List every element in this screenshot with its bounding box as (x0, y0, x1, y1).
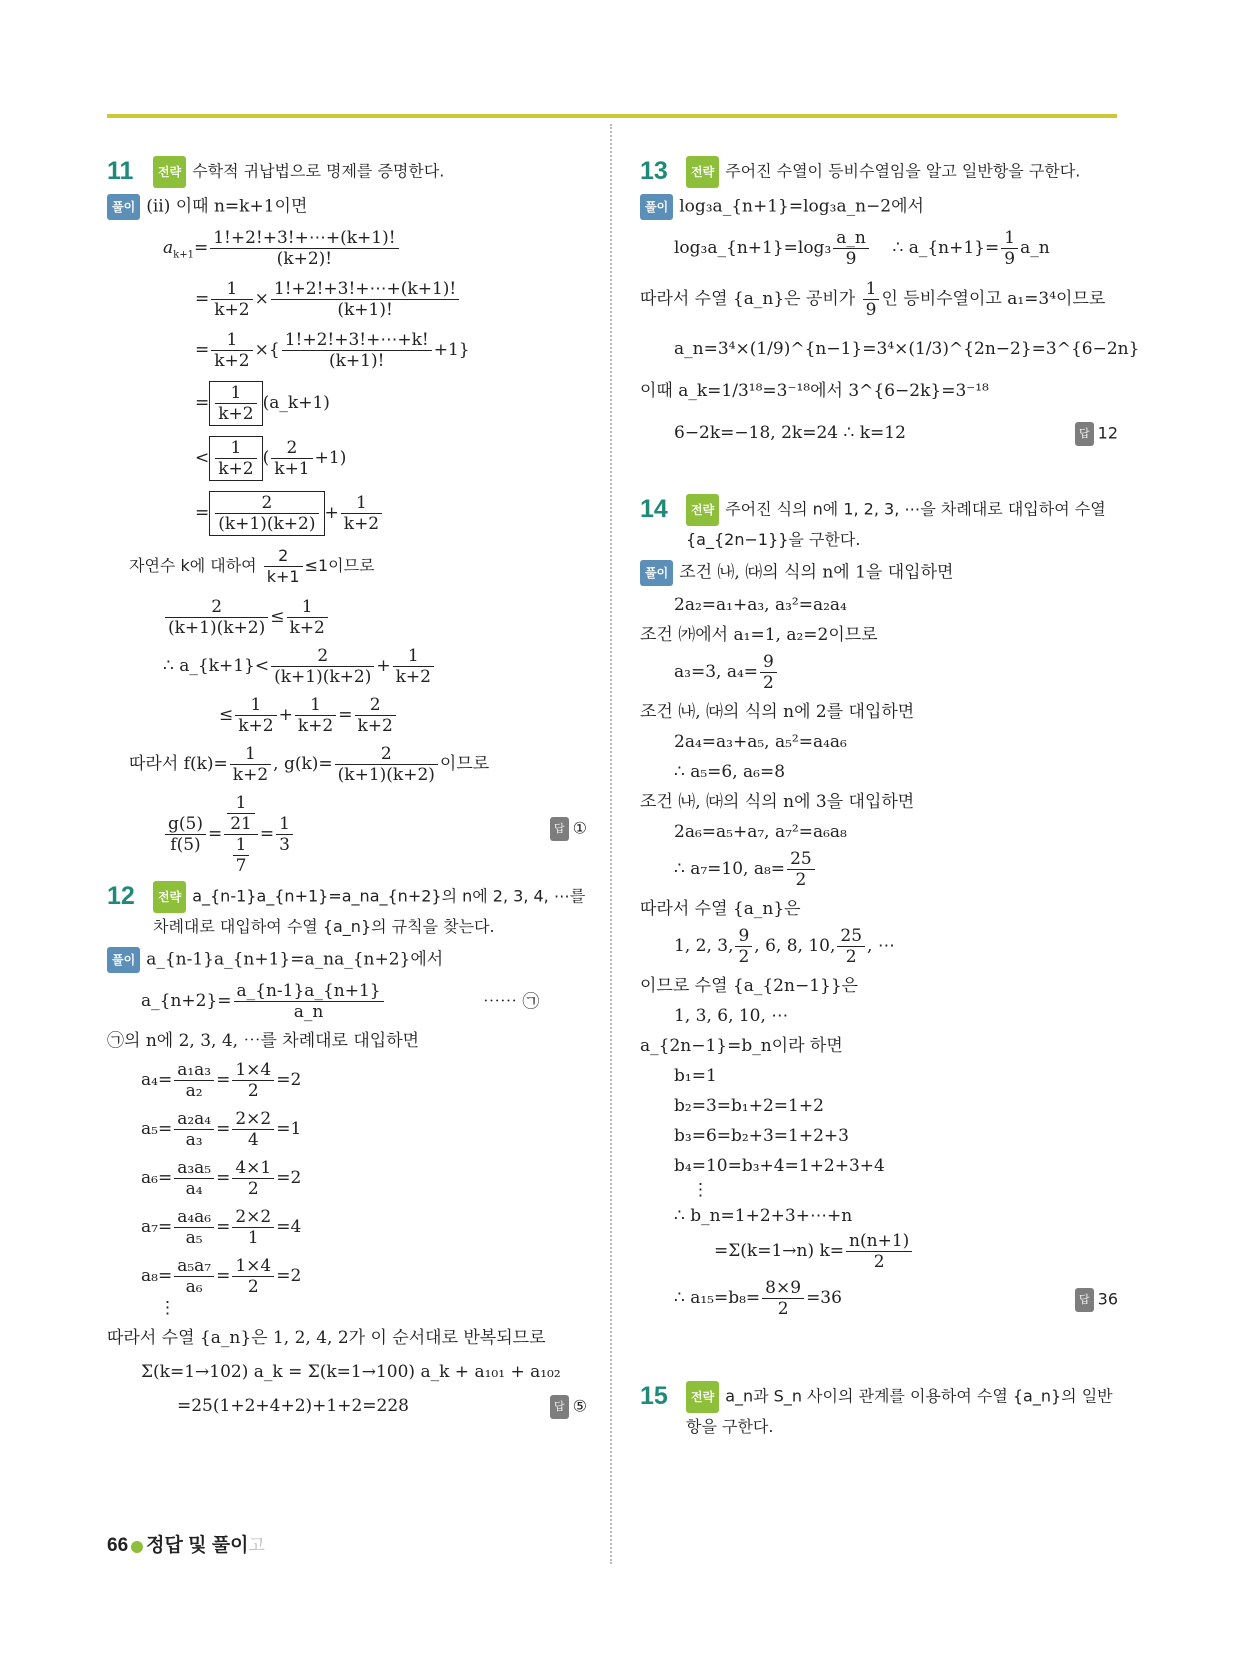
problem-number: 15 (640, 1382, 668, 1410)
problem-number: 13 (640, 157, 668, 185)
solution-tag: 풀이 (640, 194, 673, 220)
equation-line (640, 228, 1118, 269)
denominator: 9 (1004, 249, 1016, 269)
numerator: 4×1 (232, 1158, 274, 1179)
term: a_{n+2}= (141, 991, 232, 1011)
answer (550, 1395, 587, 1419)
term: 이므로 (439, 754, 490, 774)
numerator: 1×4 (232, 1060, 274, 1081)
text-line: 조건 ㈏, ㈐의 식의 n에 3을 대입하면 (640, 792, 915, 812)
text: 자연수 k에 대하여 (129, 556, 257, 575)
term: ∴ a₁₅=b₈= (674, 1288, 761, 1308)
numerator: a_{n-1}a_{n+1} (234, 981, 384, 1002)
denominator: 2 (845, 947, 857, 967)
term: a₆= (141, 1168, 173, 1188)
numerator: 1 (215, 438, 256, 459)
equation-line: = $\frac{1}{k+2}$ × $\frac{1!+2!+3!+\cdots+(k+1)!}{(k+1)!}$ (107, 279, 587, 320)
denominator: k+2 (218, 459, 254, 479)
solution-text: 조건 ㈏, ㈐의 식의 n에 1을 대입하면 (679, 562, 954, 583)
denominator: 2 (763, 673, 774, 693)
term: a_n (1020, 238, 1050, 258)
equation-line: 2a₂=a₁+a₃, a₃²=a₂a₄ (674, 595, 847, 615)
numerator: 9 (735, 926, 752, 947)
term: a₃=3, a₄= (674, 662, 759, 682)
equation-line (640, 1278, 1118, 1319)
page-footer (107, 1530, 265, 1557)
text-line: ㉠의 n에 2, 3, 4, ⋯를 차례대로 대입하면 (107, 1031, 420, 1051)
denominator: 1 (247, 1228, 259, 1248)
vertical-ellipsis: ⋮ (159, 1298, 176, 1318)
equation-line: ∴ b_n=1+2+3+⋯+n (674, 1206, 853, 1226)
denominator: 9 (845, 249, 857, 269)
numerator: 1 (233, 835, 250, 856)
equation-line (640, 926, 1118, 967)
solution-text: a_{n-1}a_{n+1}=a_na_{n+2}에서 (146, 949, 444, 970)
term: , 6, 8, 10, (754, 936, 836, 956)
denominator: 9 (865, 300, 877, 320)
answer-tag: 답 (1075, 422, 1094, 446)
denominator: (k+1)! (337, 300, 393, 320)
equation-line: ∴ a_{k+1}< $\frac{2}{(k+1)(k+2)}$ + $\frac{1}{k+2}$ (107, 646, 587, 687)
equation-line: = $\frac{1}{k+2}$ (a_k+1) (195, 383, 330, 424)
text-line: 이므로 수열 {a_{2n−1}}은 (640, 976, 859, 996)
numerator: 25 (787, 849, 815, 870)
denominator: (k+1)(k+2) (274, 667, 372, 687)
numerator: 1×4 (232, 1256, 274, 1277)
recurrence-row: a₈= $\frac{\text{a₅a₇}}{\text{a₆}}$ = $\frac{1\times 4}{2}$ =2 (141, 1256, 302, 1297)
equation-line (107, 1395, 587, 1417)
term: =2 (276, 1168, 302, 1188)
term: ≤ (270, 607, 285, 627)
equation-line (640, 849, 1118, 890)
equation-line: 이때 a_k=1/3¹⁸=3⁻¹⁸에서 3^{6−2k}=3⁻¹⁸ (640, 381, 989, 401)
equation-line: $a_{k+1}=$ $\frac{1!+2!+3!+\cdots+(k+1)!}{(k+2)!}$ (107, 228, 587, 269)
term: =25(1+2+4+2)+1+2=228 (177, 1396, 409, 1416)
solution-text: log₃a_{n+1}=log₃a_n−2에서 (679, 196, 924, 217)
numerator: 1 (276, 814, 293, 835)
problem-number: 11 (107, 157, 134, 185)
problem-15-header (640, 1381, 1118, 1441)
solution-text: (ii) 이때 n=k+1이면 (146, 196, 308, 217)
recurrence-row: a₅= $\frac{\text{a₂a₄}}{\text{a₃}}$ = $\frac{2\times 2}{4}$ =1 (141, 1109, 302, 1150)
term: a₅= (141, 1119, 173, 1139)
numerator: 1 (1001, 228, 1018, 249)
denominator: 2 (777, 1299, 789, 1319)
numerator: a₂a₄ (174, 1109, 214, 1130)
numerator: 2 (271, 646, 374, 667)
term: =4 (276, 1217, 302, 1237)
answer-value: ① (572, 818, 587, 838)
denominator: k+1 (274, 459, 310, 479)
term: 1, 2, 3, (674, 936, 734, 956)
numerator: 1 (863, 279, 880, 300)
footer-title: 정답 및 풀이 (146, 1535, 249, 1556)
numerator: 1 (211, 279, 252, 300)
denominator: 2 (247, 1081, 259, 1101)
equation-line (107, 597, 587, 638)
solution-tag: 풀이 (107, 194, 140, 220)
strategy-text: 주어진 식의 n에 1, 2, 3, ⋯을 차례대로 대입하여 수열 {a_{2n−1}}을 구한다. (686, 499, 1106, 549)
recurrence-row: a₆= $\frac{\text{a₃a₅}}{\text{a₄}}$ = $\frac{4\times 1}{2}$ =2 (141, 1158, 302, 1199)
right-column (640, 150, 1140, 1441)
denominator: k+2 (357, 716, 393, 736)
term: , ⋯ (867, 936, 895, 956)
numerator: 1 (295, 695, 336, 716)
equation-line: ≤ $\frac{1}{k+2}$ + $\frac{1}{k+2}$ = $\frac{2}{k+2}$ (107, 695, 587, 736)
footer-dot-icon (131, 1541, 143, 1553)
denominator: k+2 (395, 667, 431, 687)
numerator: 2 (264, 546, 303, 567)
strategy-text: 주어진 수열이 등비수열임을 알고 일반항을 구한다. (725, 161, 1081, 181)
equation-line: < $\frac{1}{k+2}$ ( $\frac{2}{k+1}$ +1) (195, 438, 347, 479)
numerator: g(5) (165, 814, 206, 835)
solution-line (107, 947, 587, 973)
text-line: 조건 ㈎에서 a₁=1, a₂=2이므로 (640, 625, 878, 645)
denominator: a₅ (185, 1228, 203, 1248)
denominator: k+2 (238, 716, 274, 736)
numerator: 1 (211, 330, 252, 351)
denominator: k+2 (297, 716, 334, 736)
denominator: a₆ (185, 1277, 203, 1297)
term: a (163, 238, 174, 258)
denominator: (k+1)! (328, 351, 385, 371)
numerator: a₄a₆ (174, 1207, 214, 1228)
solution-line (640, 560, 1118, 586)
solution-tag: 풀이 (107, 947, 140, 973)
answer (1075, 422, 1118, 446)
denominator: 4 (247, 1130, 259, 1150)
strategy-tag: 전략 (686, 156, 719, 188)
term: a₈= (141, 1266, 173, 1286)
denominator: 7 (235, 856, 247, 876)
answer-value: 36 (1097, 1289, 1118, 1309)
numerator: a₅a₇ (174, 1256, 214, 1277)
problem-14-header (640, 494, 1118, 554)
numerator: a₁a₃ (174, 1060, 214, 1081)
term: ∴ a₇=10, a₈= (674, 859, 786, 879)
equation-line: 1, 3, 6, 10, ⋯ (674, 1006, 789, 1026)
term: a₇= (141, 1217, 173, 1237)
equation-line: $\frac{g(5)}{f(5)}$ = $\frac{\frac{1}{21}}{\frac{1}{7}}$ = $\frac{1}{3}$ 답 ① (107, 793, 587, 863)
strategy-text: a_{n-1}a_{n+1}=a_na_{n+2}의 n에 2, 3, 4, ⋯를 차례대로 대입하여 수열 {a_n}의 규칙을 찾는다. (153, 886, 586, 936)
equation-line: b₁=1 (674, 1066, 717, 1086)
strategy-text: a_n과 S_n 사이의 관계를 이용하여 수열 {a_n}의 일반항을 구한다. (686, 1386, 1113, 1436)
term: 6−2k=−18, 2k=24 ∴ k=12 (674, 423, 906, 443)
numerator: 1!+2!+3!+⋯+k! (282, 330, 432, 351)
answer (550, 817, 587, 841)
numerator: a_n (833, 228, 869, 249)
equation-line: = $\frac{2}{(k+1)(k+2)}$ + $\frac{1}{k+2}$ (107, 491, 587, 536)
problem-12-header (107, 881, 587, 941)
strategy-text: 수학적 귀납법으로 명제를 증명한다. (192, 161, 445, 181)
term: log₃a_{n+1}=log₃ (674, 238, 832, 258)
numerator: a₃a₅ (174, 1158, 214, 1179)
strategy-tag: 전략 (153, 881, 186, 913)
term: =1 (276, 1119, 302, 1139)
problem-number: 12 (107, 882, 135, 910)
denominator: 2 (795, 870, 807, 890)
numerator: 1!+2!+3!+⋯+(k+1)! (271, 279, 459, 300)
vertical-ellipsis: ⋮ (692, 1180, 709, 1200)
equation-line (640, 1231, 1118, 1272)
text-line (640, 279, 1118, 320)
text: 인 등비수열이고 a₁=3⁴이므로 (881, 289, 1106, 309)
equation-line (640, 652, 1118, 693)
equation-line (107, 981, 587, 1022)
equation-line: b₃=6=b₂+3=1+2+3 (674, 1126, 849, 1146)
text-line: 따라서 수열 {a_n}은 (640, 899, 801, 919)
denominator: (k+1)(k+2) (337, 765, 435, 785)
answer-value: 12 (1097, 423, 1118, 443)
page-number: 66 (107, 1535, 129, 1556)
denominator: a_n (293, 1002, 324, 1022)
denominator: a₂ (185, 1081, 203, 1101)
denominator: f(5) (170, 835, 201, 855)
top-rule (107, 114, 1117, 118)
numerator: 2 (355, 695, 396, 716)
term: =2 (276, 1070, 302, 1090)
denominator: a₄ (185, 1179, 203, 1199)
term: , g(k)= (273, 754, 333, 774)
term: ∴ a_{k+1}< (163, 656, 270, 676)
denominator: k+2 (214, 300, 250, 320)
recurrence-row: a₇= $\frac{\text{a₄a₆}}{\text{a₅}}$ = $\frac{2\times 2}{1}$ =4 (141, 1207, 302, 1248)
numerator: 2 (165, 597, 268, 618)
answer-value: ⑤ (572, 1396, 587, 1416)
term: =2 (276, 1266, 302, 1286)
answer-tag: 답 (550, 817, 569, 841)
numerator: 9 (760, 652, 777, 673)
text: 따라서 수열 {a_n}은 공비가 (640, 289, 856, 309)
numerator: 1 (235, 695, 276, 716)
equation-line (640, 422, 1118, 444)
denominator: 2 (247, 1179, 259, 1199)
answer-tag: 답 (1075, 1288, 1094, 1312)
denominator: (k+1)(k+2) (168, 618, 266, 638)
text: ≤1이므로 (304, 556, 375, 575)
column-divider (610, 124, 612, 1564)
equation-line: a_n=3⁴×(1/9)^{n−1}=3⁴×(1/3)^{2n−2}=3^{6−2n} (674, 339, 1140, 359)
denominator: (k+1)(k+2) (218, 514, 316, 534)
strategy-tag: 전략 (686, 1381, 719, 1413)
equation-line: 2a₄=a₃+a₅, a₅²=a₄a₆ (674, 732, 847, 752)
term: (a_k+1) (262, 393, 330, 413)
left-column (107, 150, 587, 1417)
equation-label: ⋯⋯ ㉠ (483, 992, 540, 1012)
denominator: k+2 (214, 351, 250, 371)
term: +1} (433, 340, 470, 360)
term: ∴ a_{n+1}= (892, 238, 1000, 258)
answer-tag: 답 (550, 1395, 569, 1419)
text-line (107, 546, 587, 587)
denominator: (k+2)! (276, 249, 333, 269)
problem-11-header (107, 156, 587, 188)
solution-line (107, 194, 587, 220)
numerator: 8×9 (762, 1278, 804, 1299)
numerator: 1 (230, 744, 271, 765)
equation-line: Σ(k=1→102) a_k = Σ(k=1→100) a_k + a₁₀₁ + a₁₀₂ (141, 1362, 561, 1382)
numerator: n(n+1) (846, 1231, 912, 1252)
solution-line (640, 194, 1118, 220)
equation-line: b₄=10=b₃+4=1+2+3+4 (674, 1156, 885, 1176)
term: ≤ (219, 705, 234, 725)
problem-13-header (640, 156, 1118, 188)
equation-line: a_{2n−1}=b_n이라 하면 (640, 1036, 843, 1056)
numerator: 2 (335, 744, 438, 765)
numerator: 1 (227, 793, 255, 814)
numerator: 2 (215, 493, 318, 514)
equation-line: = $\frac{1}{k+2}$ ×{ $\frac{1!+2!+3!+\cdots+k!}{(k+1)!}$ +1} (195, 330, 470, 371)
term: a₄= (141, 1070, 173, 1090)
equation-line (107, 744, 587, 785)
denominator: k+1 (266, 567, 300, 586)
denominator: a₃ (185, 1130, 203, 1150)
denominator: 2 (873, 1252, 885, 1272)
strategy-tag: 전략 (153, 156, 186, 188)
numerator: 1 (215, 383, 256, 404)
denominator: k+2 (232, 765, 269, 785)
numerator: 2×2 (232, 1207, 274, 1228)
numerator: 1 (393, 646, 434, 667)
numerator: 25 (837, 926, 865, 947)
denominator: 21 (230, 814, 252, 834)
term: +1) (314, 448, 347, 468)
numerator: 1!+2!+3!+⋯+(k+1)! (210, 228, 398, 249)
term: =36 (806, 1288, 842, 1308)
solution-tag: 풀이 (640, 560, 673, 586)
denominator: k+2 (289, 618, 325, 638)
equation-line: 2a₆=a₅+a₇, a₇²=a₆a₈ (674, 822, 847, 842)
text-line: 따라서 수열 {a_n}은 1, 2, 4, 2가 이 순서대로 반복되므로 (107, 1328, 546, 1348)
equation-line: ∴ a₅=6, a₆=8 (674, 762, 786, 782)
numerator: 1 (341, 493, 382, 514)
numerator: 2×2 (232, 1109, 274, 1130)
equation-line: b₂=3=b₁+2=1+2 (674, 1096, 824, 1116)
term: 따라서 f(k)= (129, 754, 228, 774)
strategy-tag: 전략 (686, 494, 719, 526)
problem-number: 14 (640, 495, 668, 523)
subscript: k+1 (173, 249, 194, 261)
numerator: 1 (287, 597, 328, 618)
footer-faded-text: 고 (248, 1536, 265, 1555)
text-line: 조건 ㈏, ㈐의 식의 n에 2를 대입하면 (640, 702, 915, 722)
denominator: k+2 (218, 404, 254, 424)
answer (1075, 1288, 1118, 1312)
term: =Σ(k=1→n) k= (714, 1241, 845, 1261)
denominator: 3 (279, 835, 290, 855)
denominator: 2 (738, 947, 750, 967)
denominator: k+2 (343, 514, 380, 534)
denominator: 2 (247, 1277, 259, 1297)
recurrence-rows (107, 1060, 587, 1297)
numerator: 2 (271, 438, 312, 459)
recurrence-row: a₄= $\frac{\text{a₁a₃}}{\text{a₂}}$ = $\frac{1\times 4}{2}$ =2 (141, 1060, 302, 1101)
